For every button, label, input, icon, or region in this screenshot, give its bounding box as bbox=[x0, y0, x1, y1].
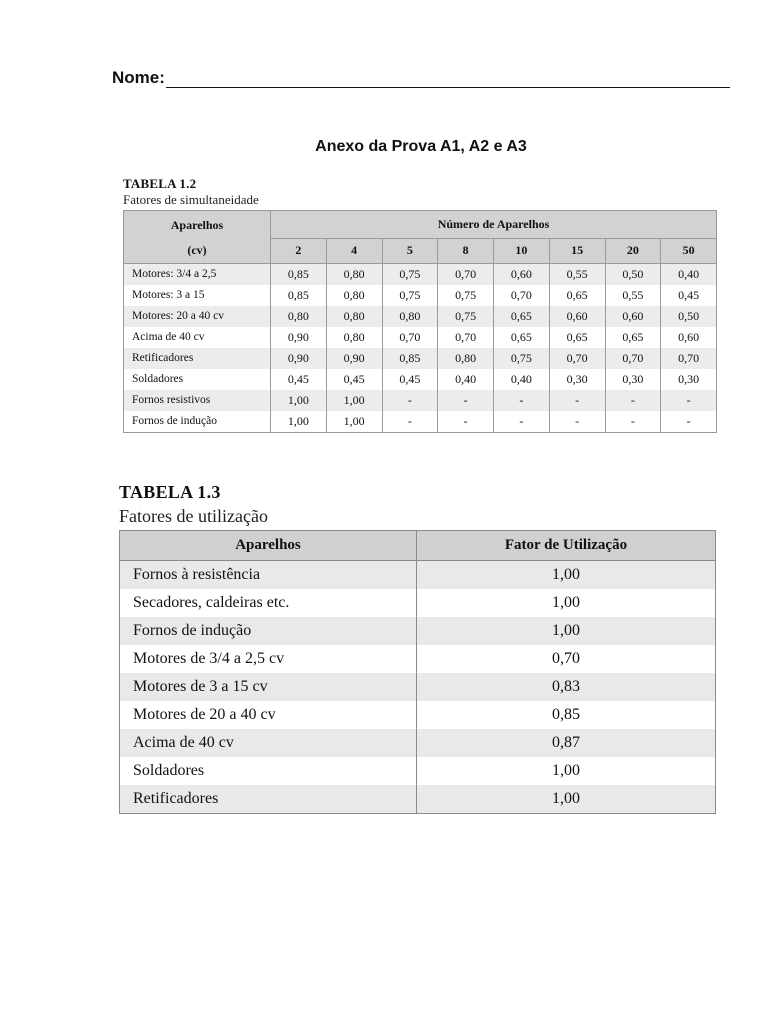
simultaneity-factor-cell: - bbox=[605, 390, 661, 411]
table-row bbox=[124, 348, 717, 369]
appliances-column-header bbox=[124, 211, 271, 264]
name-field bbox=[112, 68, 730, 88]
appliance-label: Fornos à resistência bbox=[120, 561, 417, 590]
appliance-label: Soldadores bbox=[124, 369, 271, 390]
simultaneity-factor-cell: 0,65 bbox=[605, 327, 661, 348]
simultaneity-factor-cell: - bbox=[382, 390, 438, 411]
appliance-label: Fornos resistivos bbox=[124, 390, 271, 411]
simultaneity-factor-cell: - bbox=[549, 390, 605, 411]
appliance-label: Motores: 3 a 15 bbox=[124, 285, 271, 306]
simultaneity-factor-cell: - bbox=[494, 390, 550, 411]
utilization-factor-cell: 1,00 bbox=[417, 757, 716, 785]
utilization-factor-cell: 0,85 bbox=[417, 701, 716, 729]
utilization-table-body bbox=[120, 561, 716, 814]
utilization-factor-cell: 0,70 bbox=[417, 645, 716, 673]
simultaneity-factor-cell: - bbox=[661, 390, 717, 411]
simultaneity-factor-cell: 0,55 bbox=[549, 264, 605, 286]
simultaneity-factor-cell: 1,00 bbox=[271, 390, 327, 411]
simultaneity-factor-cell: 1,00 bbox=[326, 411, 382, 433]
simultaneity-factor-cell: 0,70 bbox=[438, 264, 494, 286]
table-row bbox=[120, 589, 716, 617]
simultaneity-factor-cell: 0,40 bbox=[494, 369, 550, 390]
table-row bbox=[124, 327, 717, 348]
table-row bbox=[124, 390, 717, 411]
simultaneity-factor-cell: 0,60 bbox=[494, 264, 550, 286]
appliance-label: Fornos de indução bbox=[124, 411, 271, 433]
appliances-header-line1: Aparelhos bbox=[170, 218, 224, 232]
utilization-factor-cell: 0,87 bbox=[417, 729, 716, 757]
table-1-2-subtitle: Fatores de simultaneidade bbox=[123, 192, 259, 207]
appliance-label: Motores: 20 a 40 cv bbox=[124, 306, 271, 327]
simultaneity-factor-cell: 0,70 bbox=[494, 285, 550, 306]
appliance-count-header: 5 bbox=[382, 238, 438, 263]
simultaneity-factor-cell: 1,00 bbox=[326, 390, 382, 411]
table-1-2-heading: TABELA 1.2 bbox=[123, 176, 197, 191]
simultaneity-factor-cell: 0,50 bbox=[605, 264, 661, 286]
simultaneity-table-body bbox=[124, 264, 717, 433]
simultaneity-factor-cell: 0,45 bbox=[661, 285, 717, 306]
appliance-count-header: 10 bbox=[494, 238, 550, 263]
simultaneity-factor-cell: 0,65 bbox=[494, 327, 550, 348]
simultaneity-factor-cell: - bbox=[549, 411, 605, 433]
simultaneity-factor-cell: 0,30 bbox=[549, 369, 605, 390]
simultaneity-factor-cell: 0,80 bbox=[382, 306, 438, 327]
simultaneity-factor-cell: 0,65 bbox=[549, 327, 605, 348]
simultaneity-factor-cell: - bbox=[605, 411, 661, 433]
simultaneity-factor-cell: 0,60 bbox=[605, 306, 661, 327]
simultaneity-factor-cell: 0,70 bbox=[382, 327, 438, 348]
simultaneity-factor-cell: 0,45 bbox=[271, 369, 327, 390]
appliance-label: Secadores, caldeiras etc. bbox=[120, 589, 417, 617]
simultaneity-factor-cell: 0,55 bbox=[605, 285, 661, 306]
name-blank-line bbox=[166, 71, 730, 88]
appliance-label: Motores de 3 a 15 cv bbox=[120, 673, 417, 701]
annex-title: Anexo da Prova A1, A2 e A3 bbox=[315, 138, 527, 155]
simultaneity-factor-cell: 0,30 bbox=[605, 369, 661, 390]
appliance-label: Motores de 20 a 40 cv bbox=[120, 701, 417, 729]
utilization-factor-cell: 0,83 bbox=[417, 673, 716, 701]
table-row bbox=[124, 306, 717, 327]
utilization-factor-cell: 1,00 bbox=[417, 561, 716, 590]
appliance-label: Motores de 3/4 a 2,5 cv bbox=[120, 645, 417, 673]
simultaneity-factor-cell: 1,00 bbox=[271, 411, 327, 433]
table-row bbox=[120, 617, 716, 645]
appliance-count-header: 4 bbox=[326, 238, 382, 263]
simultaneity-factor-cell: 0,70 bbox=[661, 348, 717, 369]
simultaneity-factor-cell: - bbox=[382, 411, 438, 433]
simultaneity-factor-cell: 0,80 bbox=[326, 327, 382, 348]
table-1-3-heading: TABELA 1.3 bbox=[119, 482, 221, 502]
simultaneity-factor-cell: - bbox=[438, 411, 494, 433]
table-row bbox=[120, 785, 716, 814]
simultaneity-factor-cell: 0,85 bbox=[271, 264, 327, 286]
appliance-label: Fornos de indução bbox=[120, 617, 417, 645]
simultaneity-factor-cell: 0,85 bbox=[382, 348, 438, 369]
simultaneity-factor-cell: 0,75 bbox=[382, 285, 438, 306]
simultaneity-factor-cell: 0,45 bbox=[326, 369, 382, 390]
table-row bbox=[120, 673, 716, 701]
name-label: Nome: bbox=[112, 68, 165, 87]
simultaneity-factor-cell: 0,70 bbox=[438, 327, 494, 348]
simultaneity-factor-cell: 0,65 bbox=[549, 285, 605, 306]
simultaneity-factor-cell: - bbox=[494, 411, 550, 433]
simultaneity-factor-cell: 0,40 bbox=[438, 369, 494, 390]
appliance-label: Motores: 3/4 a 2,5 bbox=[124, 264, 271, 286]
simultaneity-factor-cell: 0,80 bbox=[438, 348, 494, 369]
appliance-count-header: 8 bbox=[438, 238, 494, 263]
simultaneity-factor-cell: 0,70 bbox=[549, 348, 605, 369]
appliance-count-header: 20 bbox=[605, 238, 661, 263]
table-row bbox=[120, 561, 716, 590]
table-row bbox=[120, 645, 716, 673]
appliances-header-line2: (cv) bbox=[187, 243, 207, 257]
table-row bbox=[124, 411, 717, 433]
utilization-factor-cell: 1,00 bbox=[417, 617, 716, 645]
simultaneity-factor-cell: 0,40 bbox=[661, 264, 717, 286]
table-row bbox=[124, 285, 717, 306]
simultaneity-factor-cell: 0,70 bbox=[605, 348, 661, 369]
simultaneity-factor-cell: 0,90 bbox=[271, 348, 327, 369]
utilization-factor-cell: 1,00 bbox=[417, 589, 716, 617]
table-row bbox=[124, 264, 717, 286]
simultaneity-factor-cell: 0,50 bbox=[661, 306, 717, 327]
table-row bbox=[120, 701, 716, 729]
simultaneity-factor-cell: - bbox=[661, 411, 717, 433]
table-row bbox=[120, 757, 716, 785]
simultaneity-factor-cell: - bbox=[438, 390, 494, 411]
simultaneity-factor-cell: 0,75 bbox=[438, 306, 494, 327]
simultaneity-factor-cell: 0,60 bbox=[661, 327, 717, 348]
simultaneity-factor-cell: 0,75 bbox=[438, 285, 494, 306]
simultaneity-factor-cell: 0,90 bbox=[326, 348, 382, 369]
simultaneity-factor-cell: 0,80 bbox=[271, 306, 327, 327]
simultaneity-factor-cell: 0,60 bbox=[549, 306, 605, 327]
simultaneity-factor-cell: 0,80 bbox=[326, 306, 382, 327]
simultaneity-factor-cell: 0,75 bbox=[382, 264, 438, 286]
appliance-label: Soldadores bbox=[120, 757, 417, 785]
simultaneity-factor-cell: 0,30 bbox=[661, 369, 717, 390]
appliance-label: Retificadores bbox=[120, 785, 417, 814]
number-of-appliances-header: Número de Aparelhos bbox=[271, 211, 717, 239]
appliance-count-header: 2 bbox=[271, 238, 327, 263]
appliance-label: Acima de 40 cv bbox=[120, 729, 417, 757]
simultaneity-factor-cell: 0,45 bbox=[382, 369, 438, 390]
utilization-factor-column-header: Fator de Utilização bbox=[417, 531, 716, 561]
table-1-3-subtitle: Fatores de utilização bbox=[119, 506, 268, 526]
utilization-factor-cell: 1,00 bbox=[417, 785, 716, 814]
appliance-count-header: 15 bbox=[549, 238, 605, 263]
simultaneity-factor-cell: 0,90 bbox=[271, 327, 327, 348]
simultaneity-factors-table bbox=[123, 210, 717, 433]
simultaneity-factor-cell: 0,75 bbox=[494, 348, 550, 369]
simultaneity-factor-cell: 0,65 bbox=[494, 306, 550, 327]
simultaneity-factor-cell: 0,80 bbox=[326, 285, 382, 306]
appliance-count-header: 50 bbox=[661, 238, 717, 263]
appliances-column-header: Aparelhos bbox=[120, 531, 417, 561]
appliance-label: Acima de 40 cv bbox=[124, 327, 271, 348]
utilization-factors-table bbox=[119, 530, 716, 814]
appliance-label: Retificadores bbox=[124, 348, 271, 369]
simultaneity-factor-cell: 0,85 bbox=[271, 285, 327, 306]
table-row bbox=[120, 729, 716, 757]
table-row bbox=[124, 369, 717, 390]
simultaneity-factor-cell: 0,80 bbox=[326, 264, 382, 286]
